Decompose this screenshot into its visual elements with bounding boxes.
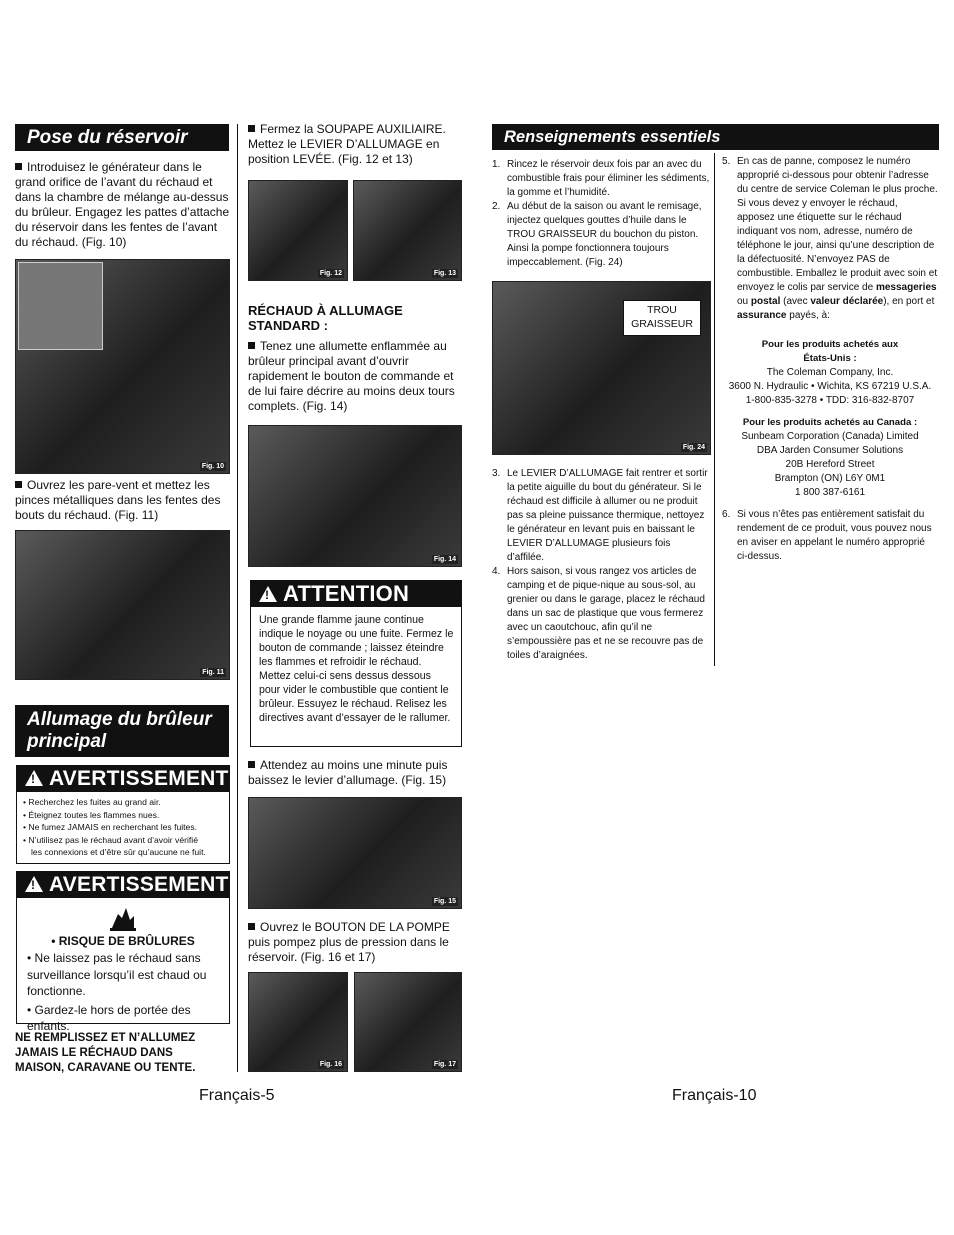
figure-15 xyxy=(248,797,462,909)
fig17-label: Fig. 17 xyxy=(433,1061,456,1068)
subcolumn-divider xyxy=(714,153,715,666)
us-address: Pour les produits achetés aux États-Unis : The Coleman Company, Inc. 3600 N. Hydraulic • Wichita, KS 67219 U.S.A. 1-800-835-3278 • TDD: 316-832-8707 xyxy=(722,338,938,408)
fig10-label: Fig. 10 xyxy=(201,463,224,470)
attention-header: !ATTENTION xyxy=(251,581,461,607)
allumage-title-line2: principal xyxy=(27,731,107,752)
bullet-square-icon xyxy=(248,342,255,349)
pose-paragraph: Introduisez le générateur dans le grand orifice de l’avant du réchaud et dans la chambre de mélange au-dessus du brûleur. Engagez les pattes d’attache du réservoir dans les fentes de l’avant du réchaud. (Fig. 10) xyxy=(15,160,230,249)
bullet-square-icon xyxy=(15,481,22,488)
burn-item-2: • Gardez-le hors de portée des enfants. xyxy=(27,1002,191,1033)
bullet-square-icon xyxy=(248,923,255,930)
figure-13 xyxy=(353,180,462,281)
fig13-label: Fig. 13 xyxy=(433,270,456,277)
renseignements-title: Renseignements essentiels xyxy=(504,128,721,146)
warning-header: !AVERTISSEMENT xyxy=(17,766,229,792)
item-4: 4. Hors saison, si vous rangez vos articles de camping et de pique-nique au sous-sol, au grenier ou dans le garage, placez le réchaud dans un sac de plastique que vous fermerez avec un caoutchouc, afin qu’il ne s’empoussière pas et ne se recouvre pas de toiles d’araignées. xyxy=(492,566,705,661)
pose-title: Pose du réservoir xyxy=(27,127,188,148)
figure-10 xyxy=(15,259,230,474)
attention-box xyxy=(250,580,462,747)
allumage-title-bar xyxy=(15,705,229,757)
item-2: 2. Au début de la saison ou avant le remisage, injectez quelques gouttes d’huile dans le TROU GRAISSEUR du bouchon du piston. Ainsi la pompe fonctionnera toujours impeccablement. (Fig. 24) xyxy=(492,201,702,268)
windscreen-paragraph: Ouvrez les pare-vent et mettez les pinces métalliques dans les fentes des bouts du réchaud. (Fig. 11) xyxy=(15,478,221,522)
bullet-square-icon xyxy=(15,163,22,170)
bullet-square-icon xyxy=(248,125,255,132)
fig14-label: Fig. 14 xyxy=(433,556,456,563)
burn-item-1: • Ne laissez pas le réchaud sans surveillance lorsqu’il est chaud ou fonctionne. xyxy=(27,951,207,998)
standard-heading: RÉCHAUD À ALLUMAGE STANDARD : xyxy=(248,303,403,333)
column-divider xyxy=(237,124,238,1072)
us-heading: Pour les produits achetés aux États-Unis : xyxy=(761,339,899,364)
allumage-title-line1: Allumage du brûleur xyxy=(27,709,212,730)
item-3: 3. Le LEVIER D’ALLUMAGE fait rentrer et sortir la petite aiguille du bout du générateur. Si le réchaud est difficile à allumer ou ne produit pas sa pleine puissance thermique, nettoyez le générateur en levant puis en baissant le LEVIER D’ALLUMAGE plusieurs fois d’affilée. xyxy=(492,468,708,563)
warning-triangle-icon xyxy=(25,770,43,786)
burn-hazard-subtitle: • RISQUE DE BRÛLURES xyxy=(51,934,195,948)
warning-box-leaks xyxy=(16,765,230,864)
inset-detail xyxy=(18,262,103,350)
bullet-square-icon xyxy=(248,761,255,768)
fig12-label: Fig. 12 xyxy=(319,270,342,277)
standard-paragraph: Tenez une allumette enflammée au brûleur principal avant d’ouvrir rapidement le bouton de commande et de lui faire décrire au moins deux tours complets. (Fig. 14) xyxy=(248,339,455,413)
figure-12 xyxy=(248,180,348,281)
warning-triangle-icon xyxy=(25,876,43,892)
warning-triangle-icon xyxy=(259,586,277,602)
figure-14 xyxy=(248,425,462,567)
figure-16 xyxy=(248,972,348,1072)
attention-text: Une grande flamme jaune continue indique le noyage ou une fuite. Fermez le bouton de commande ; laissez éteindre les flammes et refroidir le réchaud. Mettez celui-ci sens dessus dessous pour vider le combustible que contient le brûleur. Essuyez le réchaud. Relisez les directives avant d’essayer de le rallumer. xyxy=(259,614,454,724)
page-number-left: Français-5 xyxy=(199,1087,275,1104)
figure-24 xyxy=(492,281,711,455)
trou-graisseur-callout: TROU GRAISSEUR xyxy=(623,300,701,336)
figure-17 xyxy=(354,972,462,1072)
fig11-label: Fig. 11 xyxy=(202,669,224,676)
valve-paragraph: Fermez la SOUPAPE AUXILIAIRE. Mettez le LEVIER D’ALLUMAGE en position LEVÉE. (Fig. 12 et 13) xyxy=(248,122,446,166)
pose-title-bar xyxy=(15,124,229,151)
figure-11 xyxy=(15,530,230,680)
item-1: 1. Rincez le réservoir deux fois par an avec du combustible frais pour éliminer les sédiments, la gomme et l’humidité. xyxy=(492,159,710,198)
ca-heading: Pour les produits achetés au Canada : xyxy=(742,417,918,428)
burn-hazard-icon xyxy=(108,904,138,932)
warning-box-burns xyxy=(16,871,230,1033)
fig16-label: Fig. 16 xyxy=(319,1061,342,1068)
page-number-right: Français-10 xyxy=(672,1087,757,1104)
warning-header: !AVERTISSEMENT xyxy=(17,872,229,898)
pump-paragraph: Ouvrez le BOUTON DE LA POMPE puis pompez plus de pression dans le réservoir. (Fig. 16 et 17) xyxy=(248,920,450,964)
item-6: 6. Si vous n’êtes pas entièrement satisfait du rendement de ce produit, vous pouvez nous en aviser en appelant le numéro approprié ci-dessus. xyxy=(722,509,932,562)
renseignements-title-bar xyxy=(492,124,939,150)
bottom-warning-note: NE REMPLISSEZ ET N’ALLUMEZ JAMAIS LE RÉCHAUD DANS MAISON, CARAVANE OU TENTE. xyxy=(15,1032,196,1074)
fig24-label: Fig. 24 xyxy=(682,444,705,451)
warning-list: • Recherchez les fuites au grand air. • Éteignez toutes les flammes nues. • Ne fumez JAMAIS en recherchant les fuites. • N’utilisez pas le réchaud avant d’avoir vérifié les connexions et d’être sûr qu’aucune ne fuit. xyxy=(23,797,206,857)
fig15-label: Fig. 15 xyxy=(433,898,456,905)
item-5: 5. En cas de panne, composez le numéro approprié ci-dessous pour obtenir l’adresse du centre de service Coleman le plus proche. Si vous devez y envoyer le réchaud, apposez une étiquette sur le réchaud indiquant vos nom, adresse, numéro de téléphone le jour, ainsi qu’une description de la défectuosité. N’envoyez PAS de combustible. Emballez le produit avec soin et envoyez le colis par service de messageries ou postal (avec valeur déclarée), en port et assurance payés, à: xyxy=(722,156,938,321)
wait-paragraph: Attendez au moins une minute puis baissez le levier d’allumage. (Fig. 15) xyxy=(248,758,448,787)
ca-address: Pour les produits achetés au Canada : Sunbeam Corporation (Canada) Limited DBA Jarden Consumer Solutions 20B Hereford Street Brampton (ON) L6Y 0M1 1 800 387-6161 xyxy=(722,416,938,500)
